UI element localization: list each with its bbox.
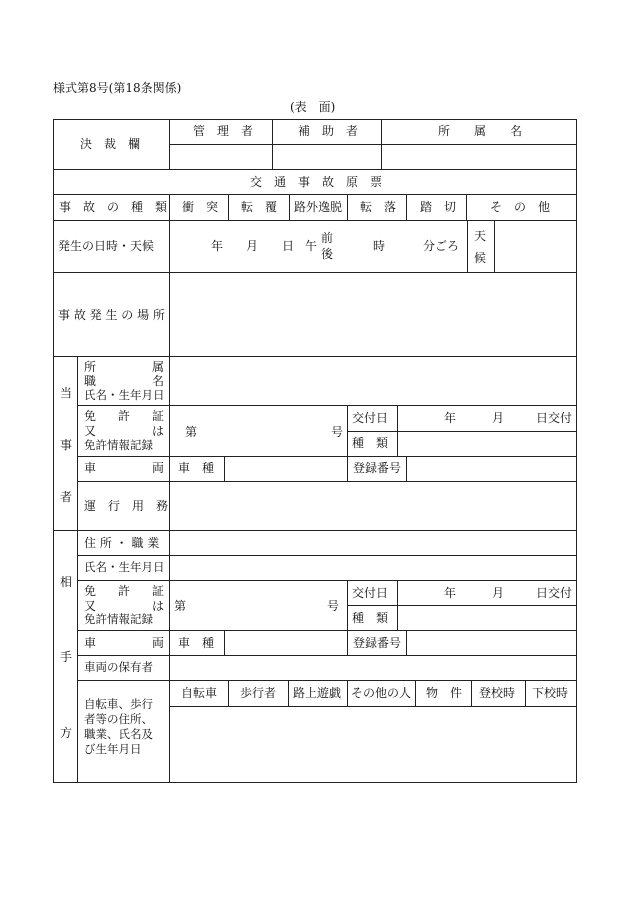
assistant-stamp-field[interactable] — [273, 145, 380, 168]
party-affil-field[interactable] — [170, 357, 576, 404]
party-side-3: 者 — [60, 490, 73, 504]
manager-stamp-field[interactable] — [170, 145, 271, 168]
assistant-label: 補 助 者 — [298, 124, 359, 138]
type-collision[interactable]: 衝 突 — [182, 200, 219, 214]
type-offroad[interactable]: 路外逸脱 — [294, 200, 343, 214]
category-property[interactable]: 物 件 — [426, 686, 463, 700]
approval-label: 決 裁 欄 — [80, 137, 141, 151]
party-affil-1a: 所 — [84, 360, 97, 374]
other-cyclist-3: 職業、氏名及 — [84, 727, 153, 741]
type-crossing[interactable]: 踏 切 — [420, 200, 457, 214]
manager-label: 管 理 者 — [193, 124, 254, 138]
other-vehicle-type: 車 種 — [178, 636, 215, 650]
category-street-play[interactable]: 路上遊戯 — [293, 686, 342, 700]
day-unit: 日 — [282, 239, 295, 253]
noon-unit: 午 — [305, 239, 318, 253]
other-license-1b: 許 — [118, 584, 131, 598]
type-fall[interactable]: 転 落 — [360, 200, 397, 214]
category-pedestrian[interactable]: 歩行者 — [240, 686, 277, 700]
party-license-1c: 証 — [152, 409, 165, 423]
other-go: 号 — [327, 599, 340, 613]
other-side-3: 方 — [60, 726, 73, 740]
weather-field[interactable] — [495, 221, 576, 271]
party-go: 号 — [331, 425, 344, 439]
party-vehicle-a: 車 — [84, 461, 97, 475]
party-license-1b: 許 — [118, 409, 131, 423]
other-name-birth: 氏名・生年月日 — [84, 560, 165, 574]
party-vehicle-b: 両 — [152, 461, 165, 475]
category-to-school[interactable]: 登校時 — [479, 686, 516, 700]
party-license-2b: は — [152, 424, 165, 438]
other-license-2b: は — [152, 599, 165, 613]
minute-unit: 分ごろ — [423, 239, 460, 253]
other-dai: 第 — [174, 599, 187, 613]
affiliation-field[interactable] — [382, 145, 576, 168]
other-vehicle-type-field[interactable] — [225, 631, 346, 654]
party-license-2a: 又 — [84, 424, 97, 438]
weather-label-1: 天 — [474, 229, 487, 243]
party-affil-1b: 属 — [152, 360, 165, 374]
other-address-field[interactable] — [170, 531, 576, 554]
party-vehicle-type: 車 種 — [178, 461, 215, 475]
other-vehicle-a: 車 — [84, 636, 97, 650]
category-bicycle[interactable]: 自転車 — [181, 686, 218, 700]
other-address-job: 住 所 ・ 職 業 — [84, 536, 160, 550]
other-kind-label: 種 類 — [352, 611, 389, 625]
party-kind-field[interactable] — [398, 432, 576, 455]
other-side-1: 相 — [60, 575, 73, 589]
other-issue-month: 月 — [492, 586, 505, 600]
month-unit: 月 — [246, 239, 259, 253]
place-label: 事 故 発 生 の 場 所 — [58, 308, 165, 322]
other-cyclist-4: び生年月日 — [84, 742, 142, 756]
affiliation-label: 所 属 名 — [438, 124, 523, 138]
party-affil-2b: 名 — [152, 374, 165, 388]
party-operation-field[interactable] — [170, 482, 576, 529]
other-owner: 車両の保有者 — [84, 660, 153, 674]
party-reg-number-field[interactable] — [407, 457, 576, 480]
place-field[interactable] — [170, 273, 576, 355]
other-cyclist-2: 者等の住所、 — [84, 712, 153, 726]
party-license-1a: 免 — [84, 409, 97, 423]
party-kind-label: 種 類 — [352, 436, 389, 450]
party-license-3: 免許情報記録 — [84, 438, 153, 452]
other-issue-day: 日交付 — [536, 586, 573, 600]
party-issue-day: 日交付 — [536, 411, 573, 425]
party-affil-2a: 職 — [84, 374, 97, 388]
party-vehicle-type-field[interactable] — [225, 457, 346, 480]
other-license-2a: 又 — [84, 599, 97, 613]
party-dai: 第 — [185, 425, 198, 439]
am-option[interactable]: 前 — [321, 231, 334, 245]
other-issue-year: 年 — [444, 586, 457, 600]
type-overturn[interactable]: 転 覆 — [241, 200, 278, 214]
accident-type-label: 事 故 の 種 類 — [59, 200, 168, 214]
other-owner-field[interactable] — [170, 656, 576, 679]
other-name-field[interactable] — [170, 556, 576, 579]
pm-option[interactable]: 後 — [321, 247, 334, 261]
hour-unit: 時 — [373, 239, 386, 253]
other-reg-number-field[interactable] — [407, 631, 576, 654]
category-from-school[interactable]: 下校時 — [532, 686, 569, 700]
weather-label-2: 候 — [474, 251, 487, 265]
other-license-1c: 証 — [152, 584, 165, 598]
party-issue-year: 年 — [444, 411, 457, 425]
other-cyclist-field[interactable] — [170, 707, 576, 782]
category-other-person[interactable]: その他の人 — [351, 686, 412, 700]
party-side-2: 事 — [60, 438, 73, 452]
party-issue-date-label: 交付日 — [352, 411, 389, 425]
datetime-label: 発生の日時・天候 — [58, 239, 155, 253]
form-number: 様式第8号(第18条関係) — [53, 81, 182, 95]
party-operation: 運 行 用 務 — [84, 499, 169, 513]
party-side-1: 当 — [60, 386, 73, 400]
type-other[interactable]: そ の 他 — [490, 200, 551, 214]
other-kind-field[interactable] — [398, 606, 576, 629]
other-cyclist-1: 自転車、歩行 — [84, 697, 153, 711]
side-label: (表 面) — [290, 100, 336, 114]
party-issue-month: 月 — [492, 411, 505, 425]
year-unit: 年 — [211, 239, 224, 253]
other-reg-number: 登録番号 — [353, 636, 402, 650]
party-name-birth: 氏名・生年月日 — [84, 388, 165, 402]
other-side-2: 手 — [60, 650, 73, 664]
other-vehicle-b: 両 — [152, 636, 165, 650]
other-issue-date-label: 交付日 — [352, 586, 389, 600]
form-title: 交 通 事 故 原 票 — [250, 175, 383, 189]
other-license-3: 免許情報記録 — [84, 612, 153, 626]
other-license-1a: 免 — [84, 584, 97, 598]
party-reg-number: 登録番号 — [353, 461, 402, 475]
